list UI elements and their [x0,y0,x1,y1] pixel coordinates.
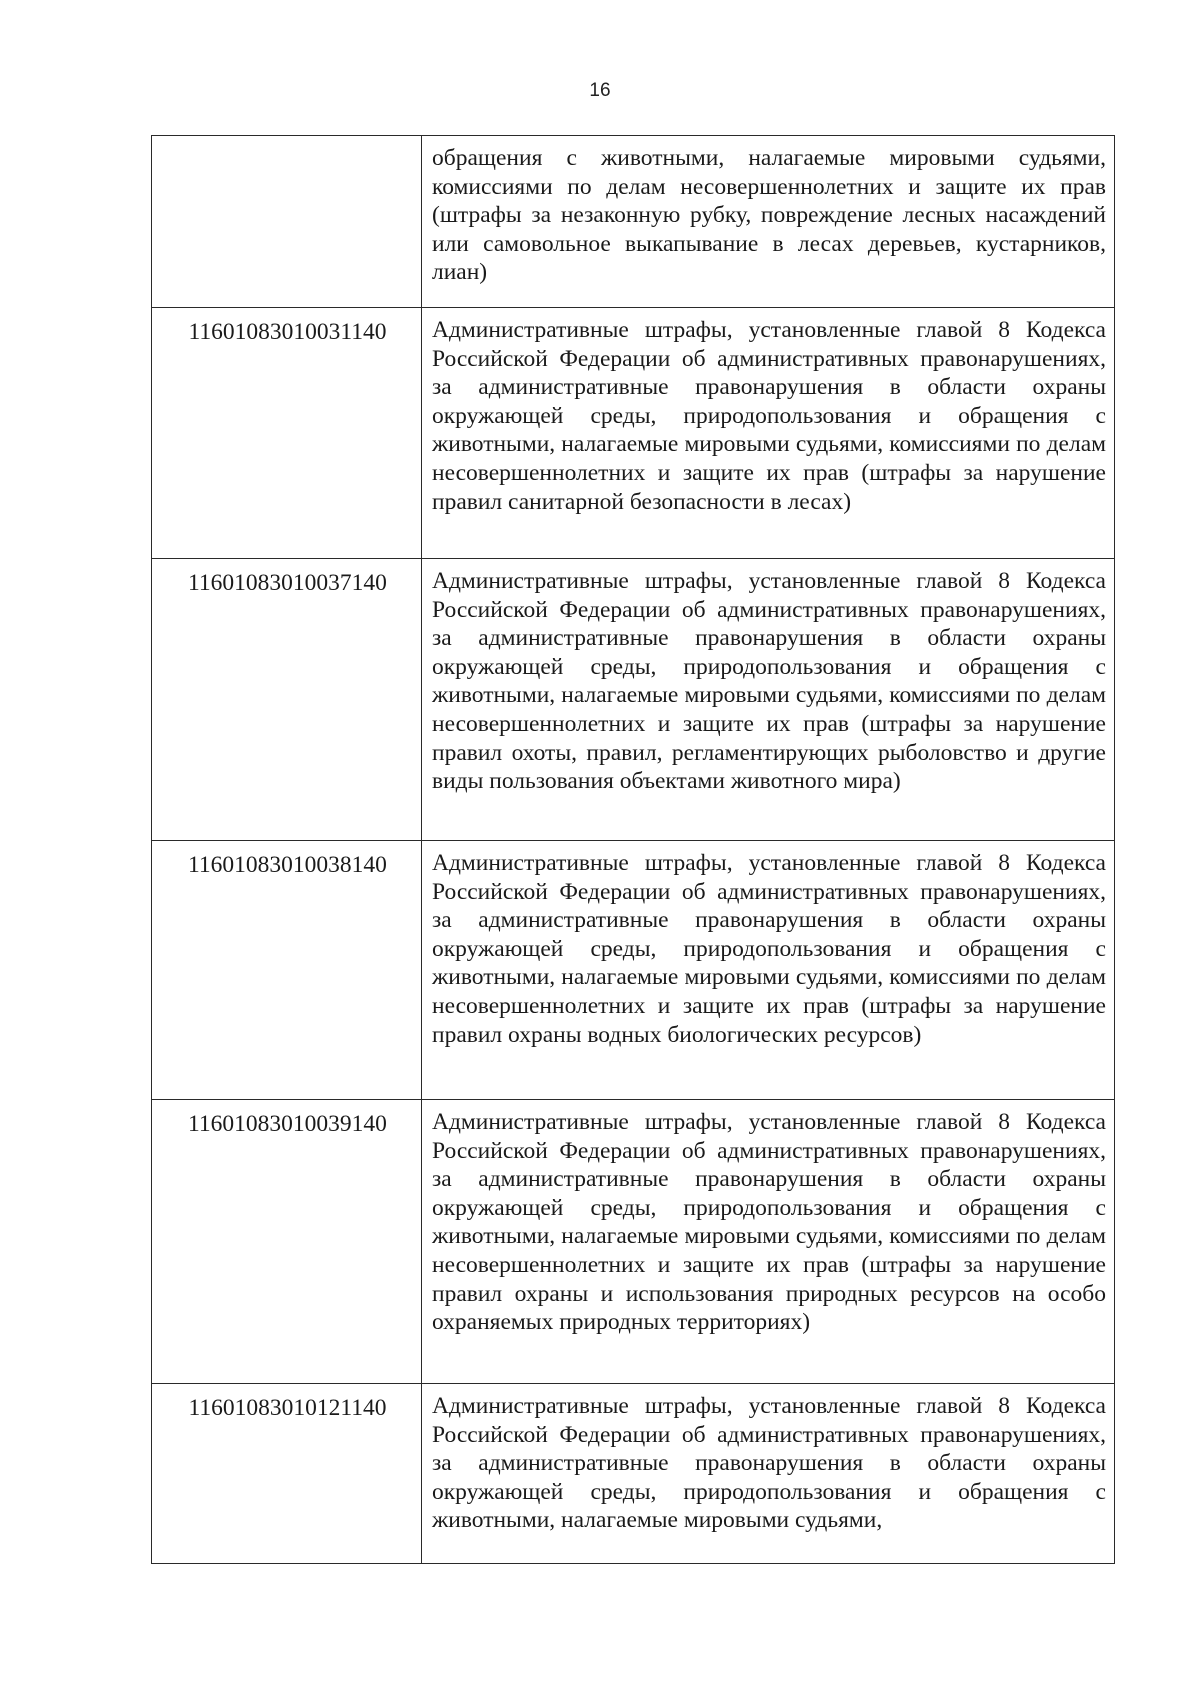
table-row [152,1384,1115,1564]
table-row [152,559,1115,841]
code-description: Административные штрафы, установленные главой 8 Кодекса Российской Федерации об административных правонарушениях, за административные правонарушения в области охраны окружающей среды, природопользования и обращения с животными, налагаемые мировыми судьями, комиссиями по делам несовершеннолетних и защите их прав (штрафы за нарушение правил охраны и использования природных ресурсов на особо охраняемых природных территориях) [422,1100,1115,1384]
code-description: обращения с животными, налагаемые мировыми судьями, комиссиями по делам несовершеннолетних и защите их прав (штрафы за незаконную рубку, повреждение лесных насаждений или самовольное выкапывание в лесах деревьев, кустарников, лиан) [422,136,1115,308]
classification-code: 11601083010121140 [152,1384,422,1564]
classification-code: 11601083010031140 [152,308,422,559]
classification-code: 11601083010037140 [152,559,422,841]
code-description: Административные штрафы, установленные главой 8 Кодекса Российской Федерации об административных правонарушениях, за административные правонарушения в области охраны окружающей среды, природопользования и обращения с животными, налагаемые мировыми судьями, комиссиями по делам несовершеннолетних и защите их прав (штрафы за нарушение правил охраны водных биологических ресурсов) [422,841,1115,1100]
classification-code [152,136,422,308]
table-row [152,308,1115,559]
table-row [152,136,1115,308]
code-description: Административные штрафы, установленные главой 8 Кодекса Российской Федерации об административных правонарушениях, за административные правонарушения в области охраны окружающей среды, природопользования и обращения с животными, налагаемые мировыми судьями, [422,1384,1115,1564]
table-row [152,841,1115,1100]
code-description: Административные штрафы, установленные главой 8 Кодекса Российской Федерации об административных правонарушениях, за административные правонарушения в области охраны окружающей среды, природопользования и обращения с животными, налагаемые мировыми судьями, комиссиями по делам несовершеннолетних и защите их прав (штрафы за нарушение правил охоты, правил, регламентирующих рыболовство и другие виды пользования объектами животного мира) [422,559,1115,841]
classification-code: 11601083010038140 [152,841,422,1100]
budget-classification-table [151,135,1115,1564]
code-description: Административные штрафы, установленные главой 8 Кодекса Российской Федерации об административных правонарушениях, за административные правонарушения в области охраны окружающей среды, природопользования и обращения с животными, налагаемые мировыми судьями, комиссиями по делам несовершеннолетних и защите их прав (штрафы за нарушение правил санитарной безопасности в лесах) [422,308,1115,559]
table-row [152,1100,1115,1384]
classification-code: 11601083010039140 [152,1100,422,1384]
page-number: 16 [589,80,611,101]
